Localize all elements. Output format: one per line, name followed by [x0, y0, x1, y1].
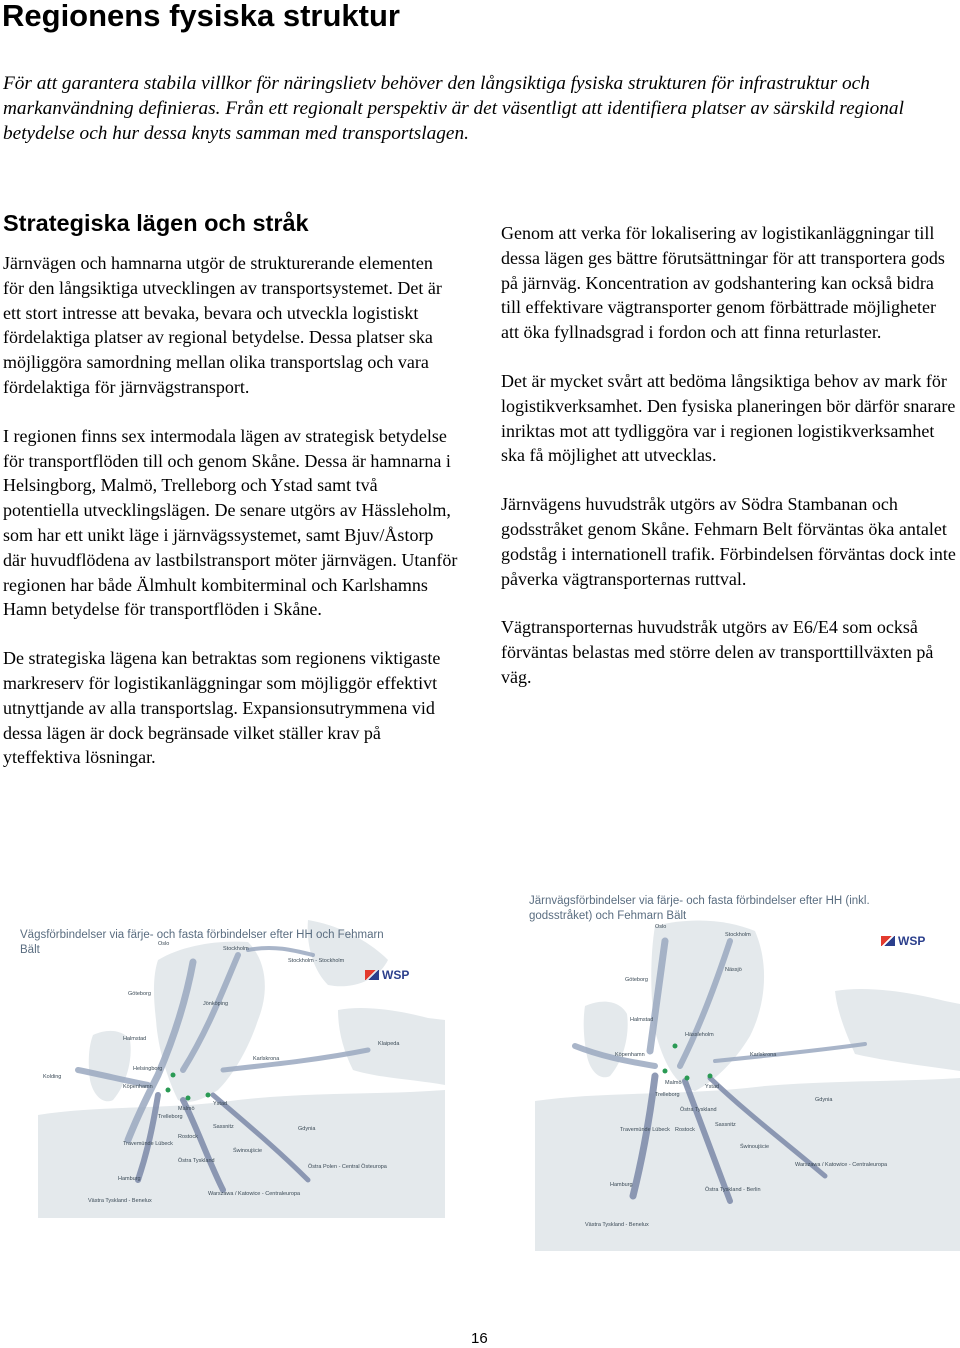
- rail-map-node: [685, 1076, 690, 1081]
- rail-map-node: [663, 1069, 668, 1074]
- right-paragraph-4: Vägtransporternas huvudstråk utgörs av E6/E4 som också förväntas belastas med större delen av transporttillväxten på väg.: [501, 617, 934, 687]
- rail-map-label: Halmstad: [630, 1017, 654, 1023]
- road-map-label: Karlskrona: [253, 1056, 280, 1062]
- road-map-node: [206, 1093, 211, 1098]
- rail-map-land-baltics: [835, 989, 960, 1071]
- rail-map-label: Stockholm: [725, 932, 751, 938]
- section-heading: Strategiska lägen och stråk: [3, 210, 309, 236]
- road-map-label: Rostock: [178, 1134, 198, 1140]
- rail-map-label: Östra Tyskland: [680, 1107, 717, 1113]
- rail-map-label: Trelleborg: [655, 1092, 680, 1098]
- left-paragraph-3: De strategiska lägena kan betraktas som regionens viktigaste markreserv för logistikanläggningar som möjliggör effektivt utnyttjande av alla transportslag. Expansionsutrymmena vid dessa lägen är dock begränsade vilket ställer krav på yteffektiva lösningar.: [3, 648, 441, 768]
- road-map-title: Vägsförbindelser via färje- och fasta förbindelser efter HH och Fehmarn Bält: [20, 929, 384, 956]
- intro-paragraph: För att garantera stabila villkor för näringslietv behöver den långsiktiga fysiska strukturen för infrastruktur och markanvändning definieras. Från ett regionalt perspektiv är det väsentligt att identifiera platser av särskild regional betydelse och hur dessa knyts samman med transportslagen.: [3, 73, 904, 144]
- right-paragraph-2: Det är mycket svårt att bedöma långsiktiga behov av mark för logistikverksamhet. Den fysiska planeringen bör därför snarare inriktas mot att tydliggöra var i regionen logistikverksamhet ska få möjlighet att utvecklas.: [501, 370, 956, 466]
- right-column: [501, 221, 956, 714]
- rail-map-label: Karlskrona: [750, 1052, 777, 1058]
- rail-map-label: Rostock: [675, 1127, 695, 1133]
- road-map-label: Kolding: [43, 1074, 62, 1080]
- rail-map-label: Travemünde Lübeck: [620, 1127, 670, 1133]
- rail-map-label: Västra Tyskland - Benelux: [585, 1222, 649, 1228]
- road-map-label: Jönköping: [203, 1001, 229, 1007]
- rail-map-label: Warszawa / Katowice - Centraleuropa: [795, 1162, 888, 1168]
- wsp-logo-icon: [881, 936, 895, 946]
- rail-map-label: Gdynia: [815, 1097, 833, 1103]
- road-map-label: Klaipeda: [378, 1041, 400, 1047]
- rail-connections-map: [515, 886, 960, 1251]
- road-map-route-east: [223, 1050, 368, 1070]
- road-map-label: Halmstad: [123, 1036, 147, 1042]
- page-number: 16: [471, 1330, 488, 1347]
- road-map-label: Köpenhamn: [123, 1084, 153, 1090]
- road-map-label: Warszawa / Katowice - Centraleuropa: [208, 1191, 301, 1197]
- road-map-label: Östra Tyskland: [178, 1158, 215, 1164]
- road-map-label: Sassnitz: [213, 1124, 234, 1130]
- road-map-label: Hamburg: [118, 1176, 141, 1182]
- rail-map-label: Malmö: [665, 1080, 682, 1086]
- road-map-label: Malmö: [178, 1106, 195, 1112]
- road-map-label: Stockholm: [223, 946, 249, 952]
- road-map-logo: [365, 968, 409, 982]
- page-title: Regionens fysiska struktur: [2, 0, 400, 33]
- rail-map-title: Järnvägsförbindelser via färje- och fasta förbindelser efter HH (inkl. godsstråket) och Fehmarn Bält: [529, 895, 870, 922]
- rail-map-logo: [881, 934, 925, 948]
- wsp-logo-icon: [365, 970, 379, 980]
- road-map-label: Helsingborg: [133, 1066, 163, 1072]
- left-paragraph-1: Järnvägen och hamnarna utgör de strukturerande elementen för den långsiktiga utvecklingen av transportsystemet. Det är ett stort intresse att bevaka, bevara och utveckla logistiskt fördelaktiga platser av regional betydelse. Dessa platser ska möjliggöra samordning mellan olika transportslag och vara fördelaktiga för järnvägstransport.: [3, 253, 442, 397]
- wsp-logo-text: WSP: [382, 968, 410, 982]
- road-map-label: Gdynia: [298, 1126, 316, 1132]
- road-map-label: Świnoujście: [233, 1148, 263, 1154]
- rail-map-label: Östra Tyskland - Berlin: [705, 1187, 761, 1193]
- road-map-node: [171, 1073, 176, 1078]
- left-paragraph-2: I regionen finns sex intermodala lägen av strategisk betydelse för transportflöden till och genom Skåne. Dessa är hamnarna i Helsingborg, Malmö, Trelleborg och Ystad samt två potentiella utvecklingslägen. De senare utgörs av Hässleholm, som har ett unikt läge i järnvägssystemet, samt Bjuv/Åstorp där huvudflödena av lastbilstransport möter järnvägen. Utanför regionen har både Älmhult kombiterminal och Karlshamns Hamn betydelse för transportflöden i Skåne.: [3, 425, 458, 620]
- rail-map-label: Hamburg: [610, 1182, 633, 1188]
- rail-map-land-denmark: [584, 1002, 628, 1078]
- road-map-label: Travemünde Lübeck: [123, 1141, 173, 1147]
- road-connections-map: [8, 900, 445, 1218]
- road-map-label: Västra Tyskland - Benelux: [88, 1198, 152, 1204]
- rail-map-label: Świnoujście: [740, 1144, 770, 1150]
- rail-map-node: [673, 1044, 678, 1049]
- road-map-label: Oslo: [158, 941, 170, 947]
- road-map-label: Östra Polen - Central Östeuropa: [308, 1164, 387, 1170]
- wsp-logo-text: WSP: [898, 934, 926, 948]
- road-map-label: Trelleborg: [158, 1114, 183, 1120]
- rail-map-label: Ystad: [705, 1084, 720, 1090]
- rail-map-label: Göteborg: [625, 977, 648, 983]
- right-paragraph-1: Genom att verka för lokalisering av logistikanläggningar till dessa lägen ges bättre förutsättningar för att transportera gods på järnväg. Koncentration av godshantering kan också bidra till effektivare vägtransporter genom förbättrade möjligheter att öka fyllnadsgrad i fordon och att finna returlaster.: [501, 223, 945, 343]
- left-column: [3, 208, 458, 794]
- road-map-node: [166, 1088, 171, 1093]
- rail-map-label: Nässjö: [725, 967, 742, 973]
- right-paragraph-3: Järnvägens huvudstråk utgörs av Södra Stambanan och godsstråket genom Skåne. Fehmarn Belt förväntas öka antalet godståg i internationell trafik. Förbindelsen förväntas dock inte påverka vägtransporternas ruttval.: [501, 494, 956, 589]
- rail-map-label: Sassnitz: [715, 1122, 736, 1128]
- road-map-label: Ystad: [213, 1101, 228, 1107]
- road-map-label: Stockholm - Stockholm: [288, 958, 345, 964]
- rail-map-label: Oslo: [655, 924, 667, 930]
- road-map-label: Göteborg: [128, 991, 151, 997]
- road-map-node: [186, 1096, 191, 1101]
- rail-map-label: Köpenhamn: [615, 1052, 645, 1058]
- rail-map-label: Hässleholm: [685, 1032, 714, 1038]
- rail-map-node: [708, 1074, 713, 1079]
